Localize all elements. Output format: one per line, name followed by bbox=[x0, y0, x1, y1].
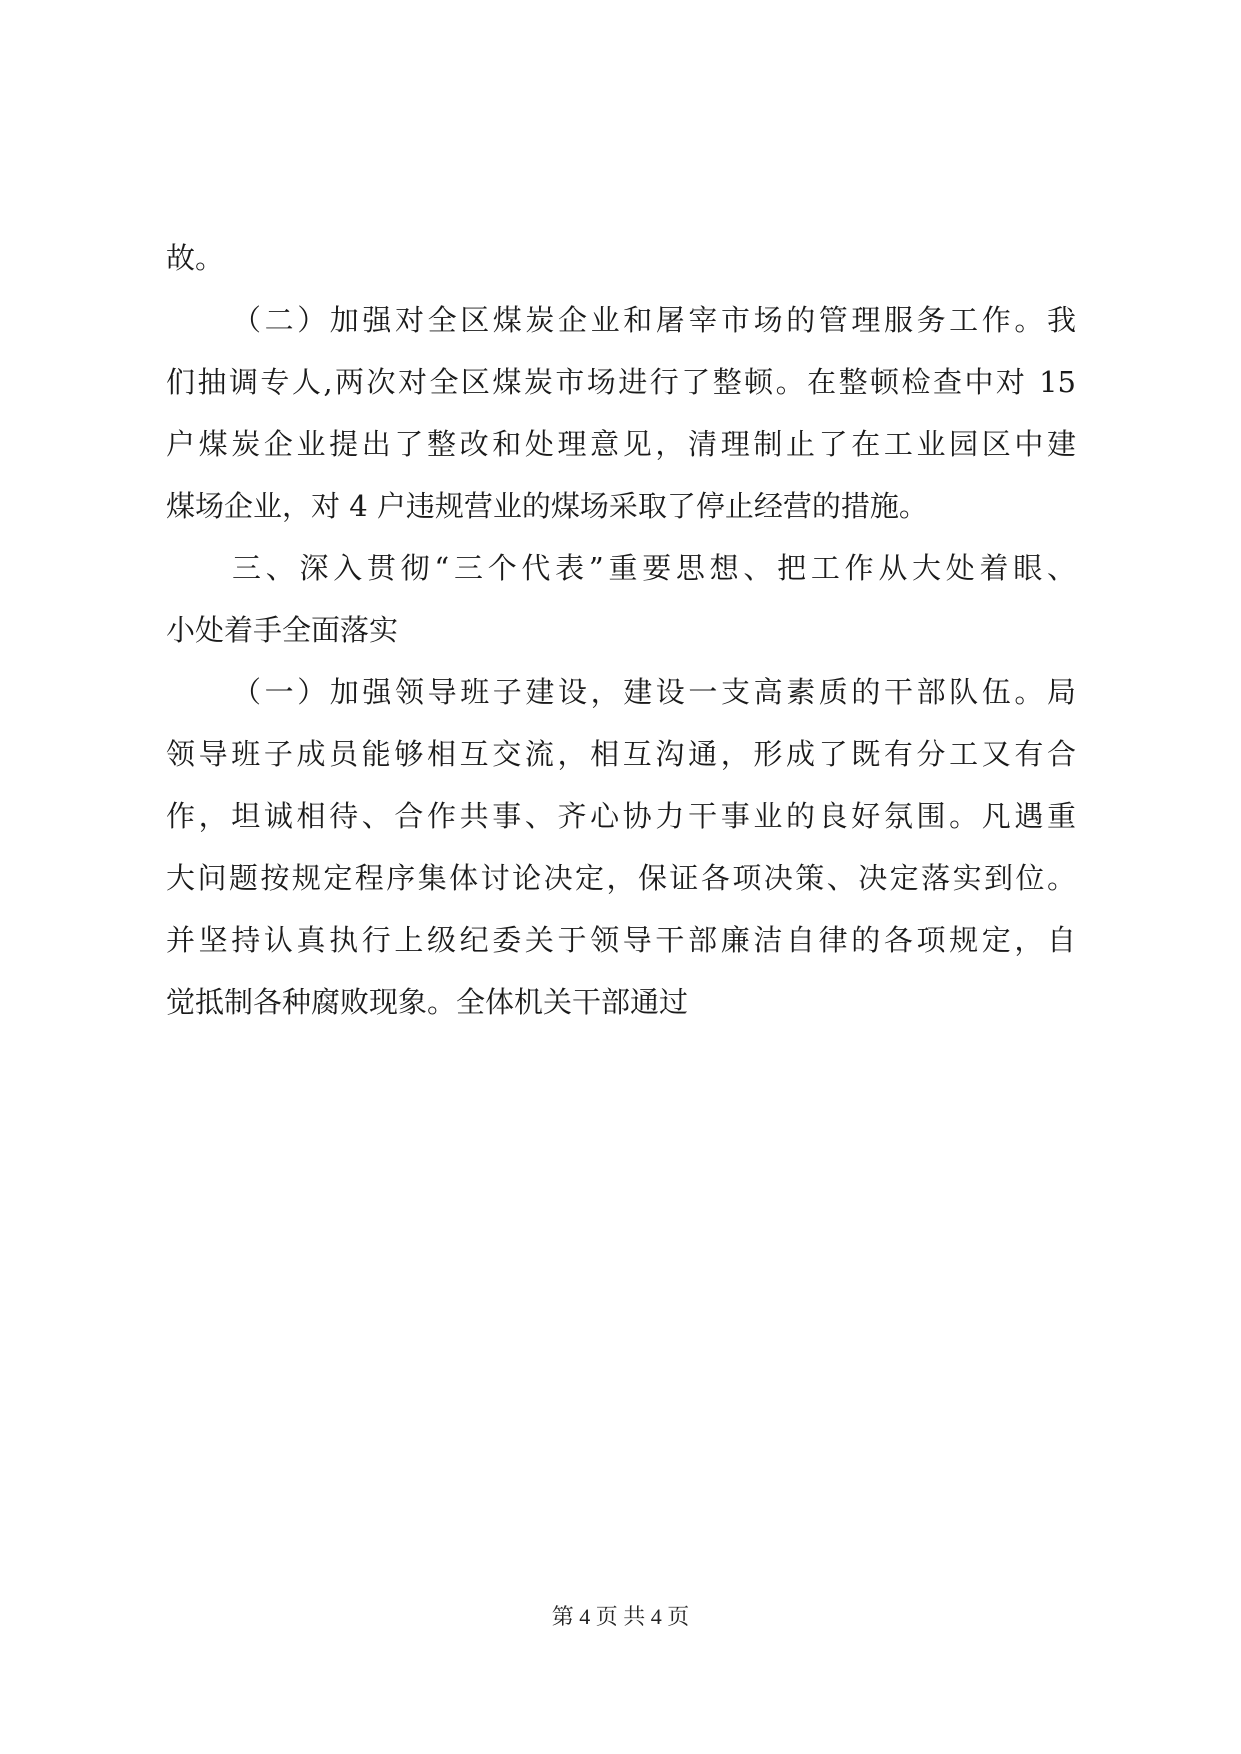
section-heading-line: 三、深入贯彻“三个代表”重要思想、把工作从大处着眼、 bbox=[232, 551, 1076, 585]
section-heading-line: 小处着手全面落实 bbox=[166, 613, 399, 647]
page-number-footer: 第 4 页 共 4 页 bbox=[551, 1604, 690, 1629]
paragraph-line: （二）加强对全区煤炭企业和屠宰市场的管理服务工作。我 bbox=[232, 303, 1076, 337]
paragraph-line: 们抽调专人,两次对全区煤炭市场进行了整顿。在整顿检查中对 15 bbox=[166, 365, 1076, 399]
paragraph-line: 作，坦诚相待、合作共事、齐心协力干事业的良好氛围。凡遇重 bbox=[166, 799, 1076, 833]
paragraph-line: 并坚持认真执行上级纪委关于领导干部廉洁自律的各项规定，自 bbox=[166, 923, 1076, 957]
paragraph-line: 觉抵制各种腐败现象。全体机关干部通过 bbox=[166, 985, 689, 1019]
paragraph-line: 煤场企业，对 4 户违规营业的煤场采取了停止经营的措施。 bbox=[166, 489, 928, 523]
paragraph-line: （一）加强领导班子建设，建设一支高素质的干部队伍。局 bbox=[232, 675, 1076, 709]
paragraph-line: 大问题按规定程序集体讨论决定，保证各项决策、决定落实到位。 bbox=[166, 861, 1076, 895]
paragraph-line: 故。 bbox=[166, 241, 225, 275]
paragraph-line: 领导班子成员能够相互交流，相互沟通，形成了既有分工又有合 bbox=[166, 737, 1076, 771]
paragraph-line: 户煤炭企业提出了整改和处理意见，清理制止了在工业园区中建 bbox=[166, 427, 1076, 461]
